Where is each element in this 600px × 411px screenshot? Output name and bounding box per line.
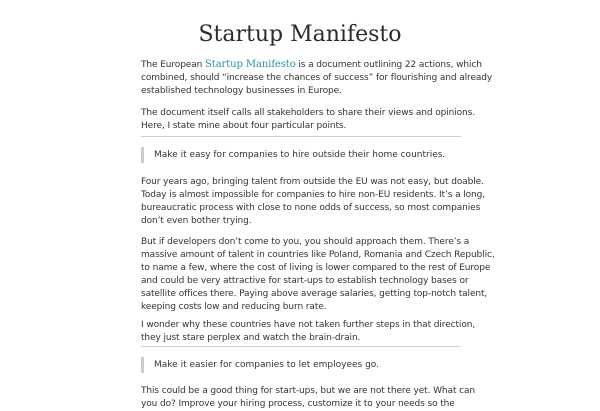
intro-line-2: combined, should “increase the chances of success” for flourishing and already <box>141 73 493 83</box>
paragraph-line: But if developers don’t come to you, you should approach them. There’s a <box>141 237 470 247</box>
intro-text-before-link: The European <box>141 60 206 70</box>
paragraph-line: Four years ago, bringing talent from outside the EU was not easy, but doable. <box>141 177 484 187</box>
blockquote-let-employees-go: Make it easier for companies to let employees go. <box>141 357 461 373</box>
section-divider <box>141 136 461 137</box>
intro-line-1 <box>141 58 482 72</box>
paragraph-line: Here, I state mine about four particular points. <box>141 121 347 131</box>
intro-line-3: established technology businesses in Europe. <box>141 86 342 96</box>
paragraph-line: The document itself calls all stakeholders to share their views and opinions. <box>141 108 476 118</box>
paragraph-line: satellite offices there. Paying above average salaries, getting top-notch talent, <box>141 289 488 299</box>
paragraph-line: keeping costs low and reducing burn rate. <box>141 302 327 312</box>
paragraph-line: Today is almost impossible for companies to hire non-EU residents. It’s a long, <box>141 190 486 200</box>
paragraph-line: bureaucratic process with close to none odds of success, so most companies <box>141 203 481 213</box>
paragraph-brain-drain <box>141 319 476 345</box>
page-title: Startup Manifesto <box>198 22 402 47</box>
intro-text-after-link: is a document outlining 22 actions, which <box>295 60 482 70</box>
intro-paragraph <box>141 58 493 98</box>
paragraph-line: This could be a good thing for start-ups, but we are not there yet. What can <box>141 386 475 396</box>
blockquote-hire-outside: Make it easy for companies to hire outside their home countries. <box>141 147 461 163</box>
paragraph-line: you do? Improve your hiring process, customize it to your needs so the <box>141 399 455 409</box>
paragraph-four-years-ago <box>141 176 486 228</box>
startup-manifesto-link[interactable]: Startup Manifesto <box>205 59 296 70</box>
paragraph-line: and could be very attractive for start-ups to establish technology bases or <box>141 276 469 286</box>
paragraph-approach-developers <box>141 236 495 314</box>
paragraph-line: massive amount of talent in countries like Poland, Romania and Czech Republic, <box>141 250 495 260</box>
paragraph-line: they just stare perplex and watch the brain-drain. <box>141 333 361 343</box>
section-divider <box>141 346 461 347</box>
paragraph-line: I wonder why these countries have not taken further steps in that direction, <box>141 320 476 330</box>
paragraph-stakeholders <box>141 107 476 133</box>
paragraph-start-ups <box>141 385 475 411</box>
paragraph-line: to name a few, where the cost of living is lower compared to the rest of Europe <box>141 263 491 273</box>
paragraph-line: don’t even bother trying. <box>141 216 252 226</box>
